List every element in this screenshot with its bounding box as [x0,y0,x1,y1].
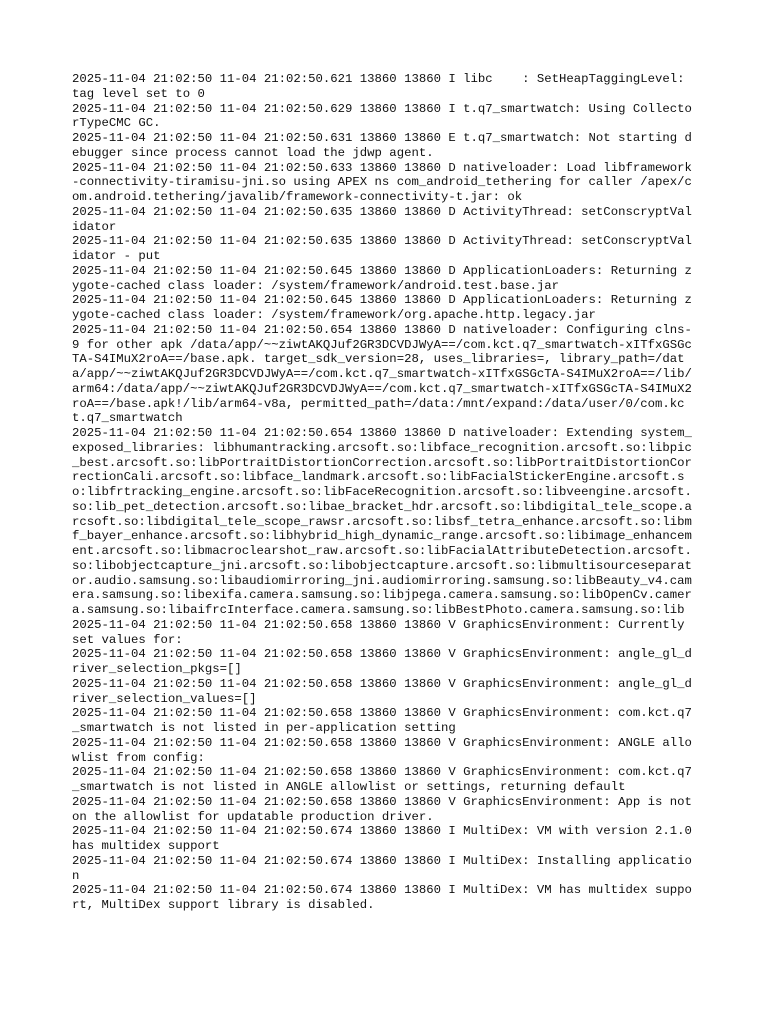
log-entry: 2025-11-04 21:02:50 11-04 21:02:50.621 13860 13860 I libc : SetHeapTaggingLevel: tag level set to 0 [72,72,692,101]
log-output [72,72,698,913]
log-entry: 2025-11-04 21:02:50 11-04 21:02:50.674 13860 13860 I MultiDex: VM has multidex support, MultiDex support library is disabled. [72,883,692,912]
log-entry: 2025-11-04 21:02:50 11-04 21:02:50.658 13860 13860 V GraphicsEnvironment: Currently set values for: [72,617,692,647]
log-entry: 2025-11-04 21:02:50 11-04 21:02:50.654 13860 13860 D nativeloader: Extending system_exposed_libraries: libhumantracking.arcsoft.so:libface_recognition.arcsoft.so:libpic_best.arcsoft.so:libPortraitDistortionCorrection.arcsoft.so:libPortraitDistortionCorrectionCali.arcsoft.so:libface_landmark.arcsoft.so:libFacialStickerEngine.arcsoft.so:libfrtracking_engine.arcsoft.so:libFaceRecognition.arcsoft.so:libveengine.arcsoft.so:lib_pet_detection.arcsoft.so:libae_bracket_hdr.arcsoft.so:libdigital_tele_scope.arcsoft.so:libdigital_tele_scope_rawsr.arcsoft.so:libsf_tetra_enhance.arcsoft.so:libmf_bayer_enhance.arcsoft.so:libhybrid_high_dynamic_range.arcsoft.so:libimage_enhancement.arcsoft.so:libmacroclearshot_raw.arcsoft.so:libFacialAttributeDetection.arcsoft.so:libobjectcapture_jni.arcsoft.so:libobjectcapture.arcsoft.so:libmultisourceseparator.audio.samsung.so:libaudiomirroring_jni.audiomirroring.samsung.so:libBeauty_v4.camera.samsung.so:libexifa.camera.samsung.so:libjpega.camera.samsung.so:libOpenCv.camera.samsung.so:libaifrcInterface.camera.samsung.so:libBestPhoto.camera.samsung.so:lib [72,426,692,617]
log-entry: 2025-11-04 21:02:50 11-04 21:02:50.658 13860 13860 V GraphicsEnvironment: ANGLE allowlist from config: [72,735,692,765]
log-entry: 2025-11-04 21:02:50 11-04 21:02:50.645 13860 13860 D ApplicationLoaders: Returning zygote-cached class loader: /system/framework/org.apache.http.legacy.jar [72,293,692,322]
log-entry: 2025-11-04 21:02:50 11-04 21:02:50.658 13860 13860 V GraphicsEnvironment: App is not on the allowlist for updatable production driver. [72,794,700,824]
log-entry: 2025-11-04 21:02:50 11-04 21:02:50.658 13860 13860 V GraphicsEnvironment: com.kct.q7_smartwatch is not listed in per-application setting [72,706,692,735]
log-entry: 2025-11-04 21:02:50 11-04 21:02:50.658 13860 13860 V GraphicsEnvironment: angle_gl_driver_selection_values=[] [72,676,692,706]
log-entry: 2025-11-04 21:02:50 11-04 21:02:50.658 13860 13860 V GraphicsEnvironment: angle_gl_driver_selection_pkgs=[] [72,647,692,676]
log-entry: 2025-11-04 21:02:50 11-04 21:02:50.654 13860 13860 D nativeloader: Configuring clns-9 for other apk /data/app/~~ziwtAKQJuf2GR3DCVDJWyA==/com.kct.q7_smartwatch-xITfxGSGcTA-S4IMuX2roA==/base.apk. target_sdk_version=28, uses_libraries=, library_path=/data/app/~~ziwtAKQJuf2GR3DCVDJWyA==/com.kct.q7_smartwatch-xITfxGSGcTA-S4IMuX2roA==/lib/arm64:/data/app/~~ziwtAKQJuf2GR3DCVDJWyA==/com.kct.q7_smartwatch-xITfxGSGcTA-S4IMuX2roA==/base.apk!/lib/arm64-v8a, permitted_path=/data:/mnt/expand:/data/user/0/com.kct.q7_smartwatch [72,322,692,426]
log-entry: 2025-11-04 21:02:50 11-04 21:02:50.633 13860 13860 D nativeloader: Load libframework-connectivity-tiramisu-jni.so using APEX ns com_android_tethering for caller /apex/com.android.tethering/javalib/framework-connectivity-t.jar: ok [72,160,692,204]
log-entry: 2025-11-04 21:02:50 11-04 21:02:50.674 13860 13860 I MultiDex: VM with version 2.1.0 has multidex support [72,824,700,853]
log-entry: 2025-11-04 21:02:50 11-04 21:02:50.635 13860 13860 D ActivityThread: setConscryptValidator [72,204,692,234]
log-entry: 2025-11-04 21:02:50 11-04 21:02:50.635 13860 13860 D ActivityThread: setConscryptValidator - put [72,234,692,263]
log-entry: 2025-11-04 21:02:50 11-04 21:02:50.658 13860 13860 V GraphicsEnvironment: com.kct.q7_smartwatch is not listed in ANGLE allowlist or settings, returning default [72,765,692,794]
log-entry: 2025-11-04 21:02:50 11-04 21:02:50.631 13860 13860 E t.q7_smartwatch: Not starting debugger since process cannot load the jdwp agent. [72,131,692,160]
log-entry: 2025-11-04 21:02:50 11-04 21:02:50.674 13860 13860 I MultiDex: Installing application [72,853,692,883]
log-entry: 2025-11-04 21:02:50 11-04 21:02:50.629 13860 13860 I t.q7_smartwatch: Using CollectorTypeCMC GC. [72,101,692,131]
log-entry: 2025-11-04 21:02:50 11-04 21:02:50.645 13860 13860 D ApplicationLoaders: Returning zygote-cached class loader: /system/framework/android.test.base.jar [72,263,692,293]
